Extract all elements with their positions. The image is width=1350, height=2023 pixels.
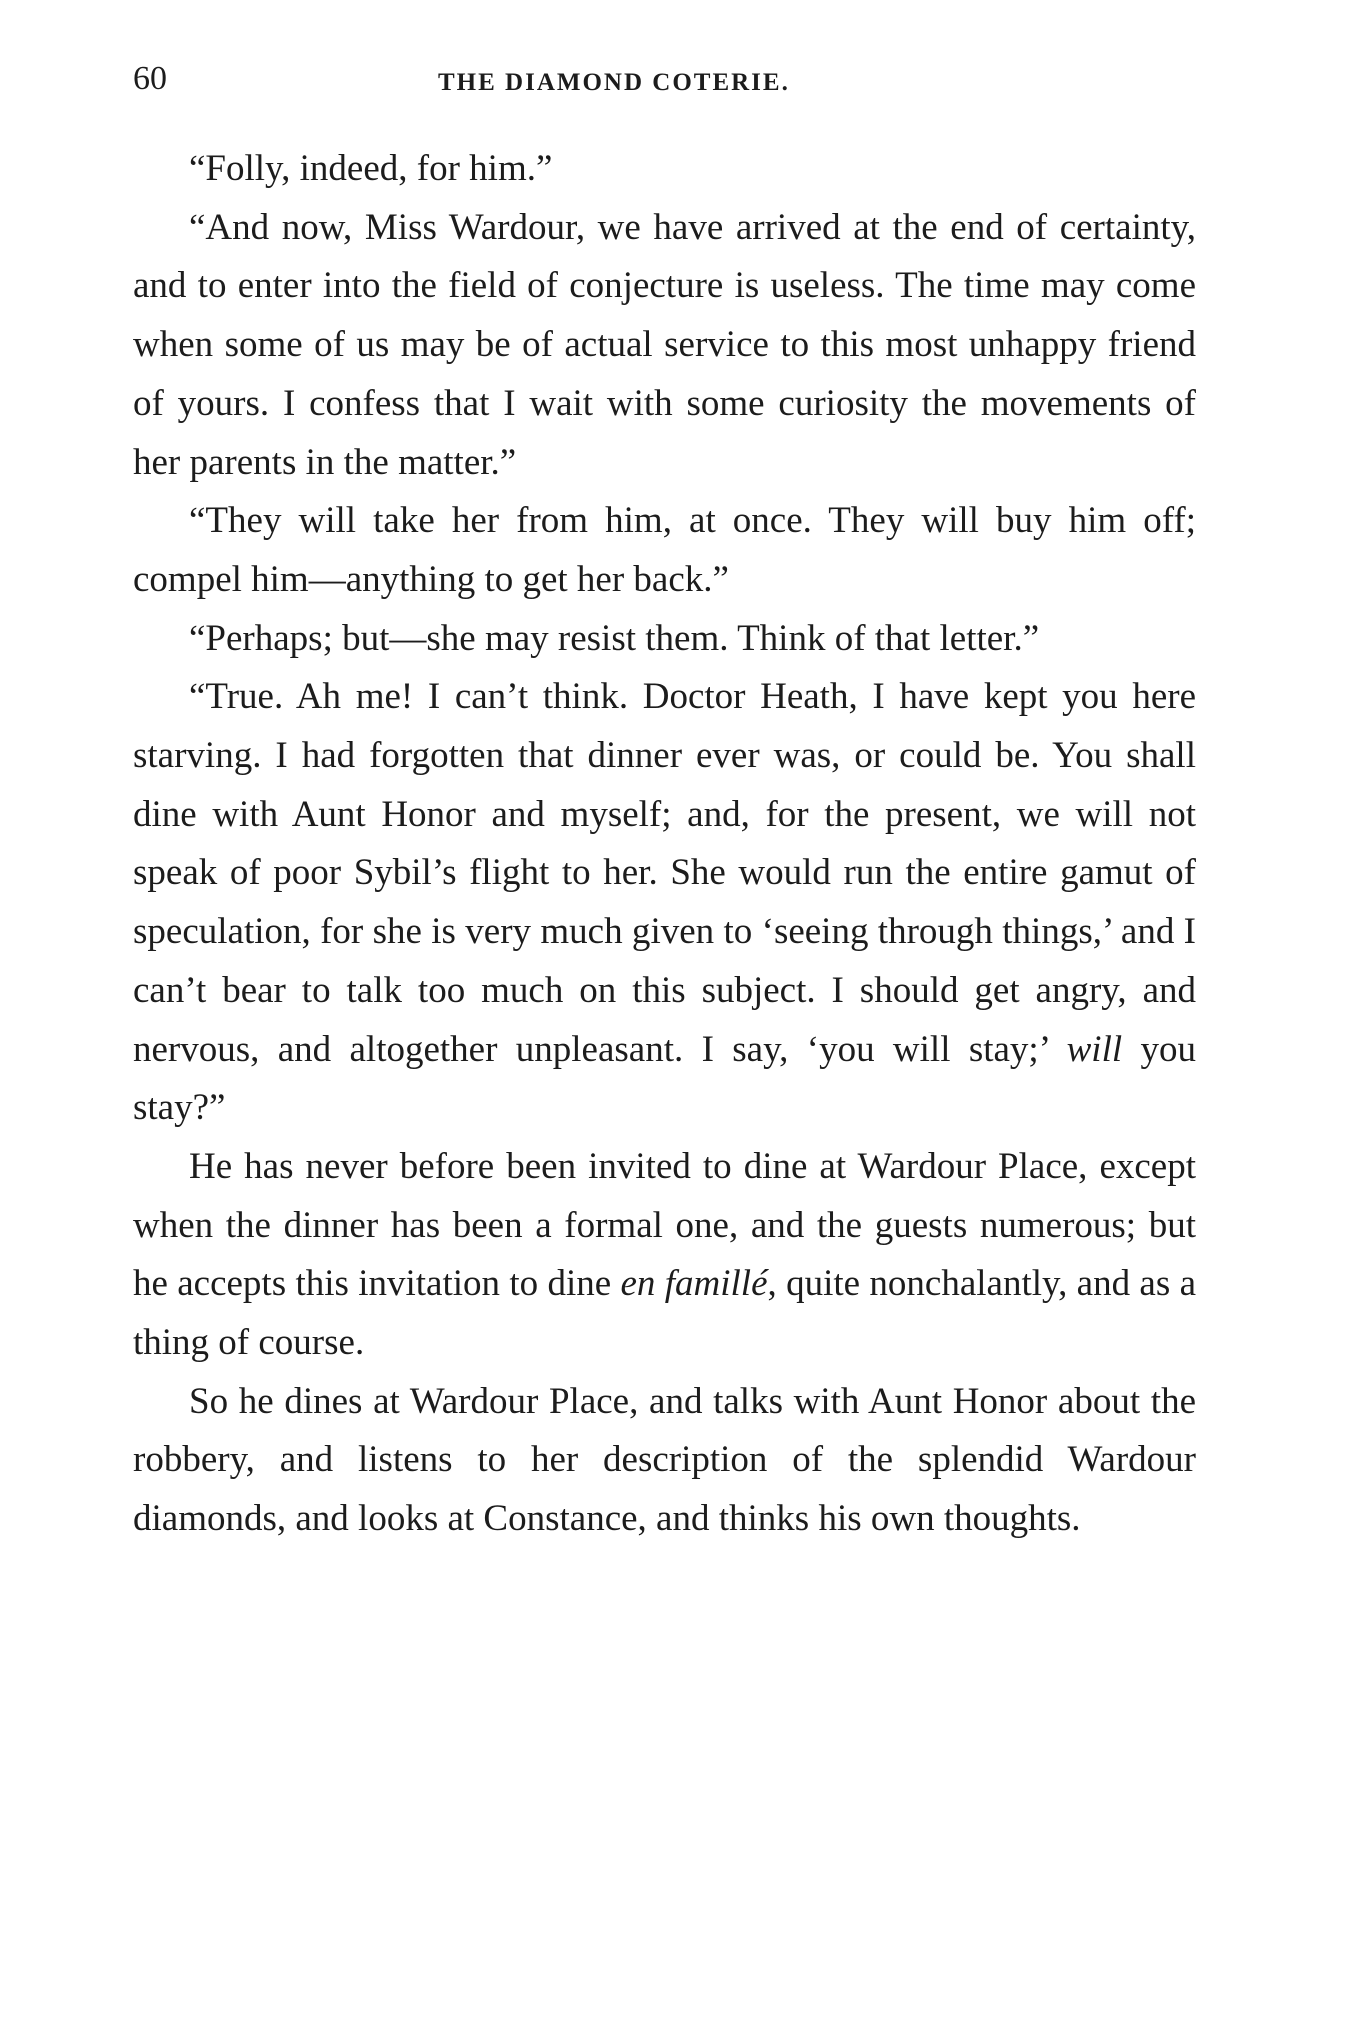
paragraph-text: “Folly, indeed, for him.” — [189, 148, 553, 189]
page-number: 60 — [133, 60, 167, 97]
paragraph-text: “Perhaps; but—she may resist them. Think of that letter.” — [189, 617, 1040, 659]
page-header — [133, 52, 1193, 106]
paragraph-text: “True. Ah me! I can’t think. Doctor Heath, I have kept you here starving. I had forgotten that dinner ever was, or could be. You shall dine with Aunt Honor and myself; and, for the present, we will not speak of poor Sybil’s flight to her. She would run the entire gamut of speculation, for she is very much given to ‘seeing through things,’ and I can’t bear to talk too much on this subject. I should get angry, and nervous, and altogether unpleasant. I say, ‘you will stay;’ — [133, 676, 1196, 1070]
paragraph — [133, 492, 1196, 609]
running-title: THE DIAMOND COTERIE. — [438, 69, 790, 96]
paragraph-text: , quite nonchalantly, and as a thing of course. — [133, 1263, 1196, 1364]
paragraph — [133, 140, 1196, 199]
paragraph — [133, 668, 1196, 1138]
paragraph-text: “And now, Miss Wardour, we have arrived at the end of certainty, and to enter into the field of conjecture is useless. The time may come when some of us may be of actual service to this most unhappy friend of yours. I confess that I wait with some curiosity the movements of her parents in the matter.” — [133, 206, 1196, 483]
paragraph — [133, 199, 1196, 493]
paragraph — [133, 1373, 1196, 1549]
paragraph-text: So he dines at Wardour Place, and talks with Aunt Honor about the robbery, and listens to her description of the splendid Wardour diamonds, and looks at Constance, and thinks his own thoughts. — [133, 1380, 1196, 1540]
paragraph — [133, 1138, 1196, 1373]
paragraph-text: He has never before been invited to dine at Wardour Place, except when the dinner has been a formal one, and the guests numerous; but he accepts this invitation to dine — [133, 1145, 1196, 1305]
paragraph-text: you stay?” — [133, 1028, 1196, 1129]
italic-emphasis: will — [1066, 1028, 1123, 1070]
body-text — [133, 140, 1196, 1549]
italic-emphasis: en famillé — [620, 1263, 768, 1305]
paragraph — [133, 610, 1196, 669]
paragraph-text: “They will take her from him, at once. They will buy him off; compel him—anything to get her back.” — [133, 500, 1196, 600]
